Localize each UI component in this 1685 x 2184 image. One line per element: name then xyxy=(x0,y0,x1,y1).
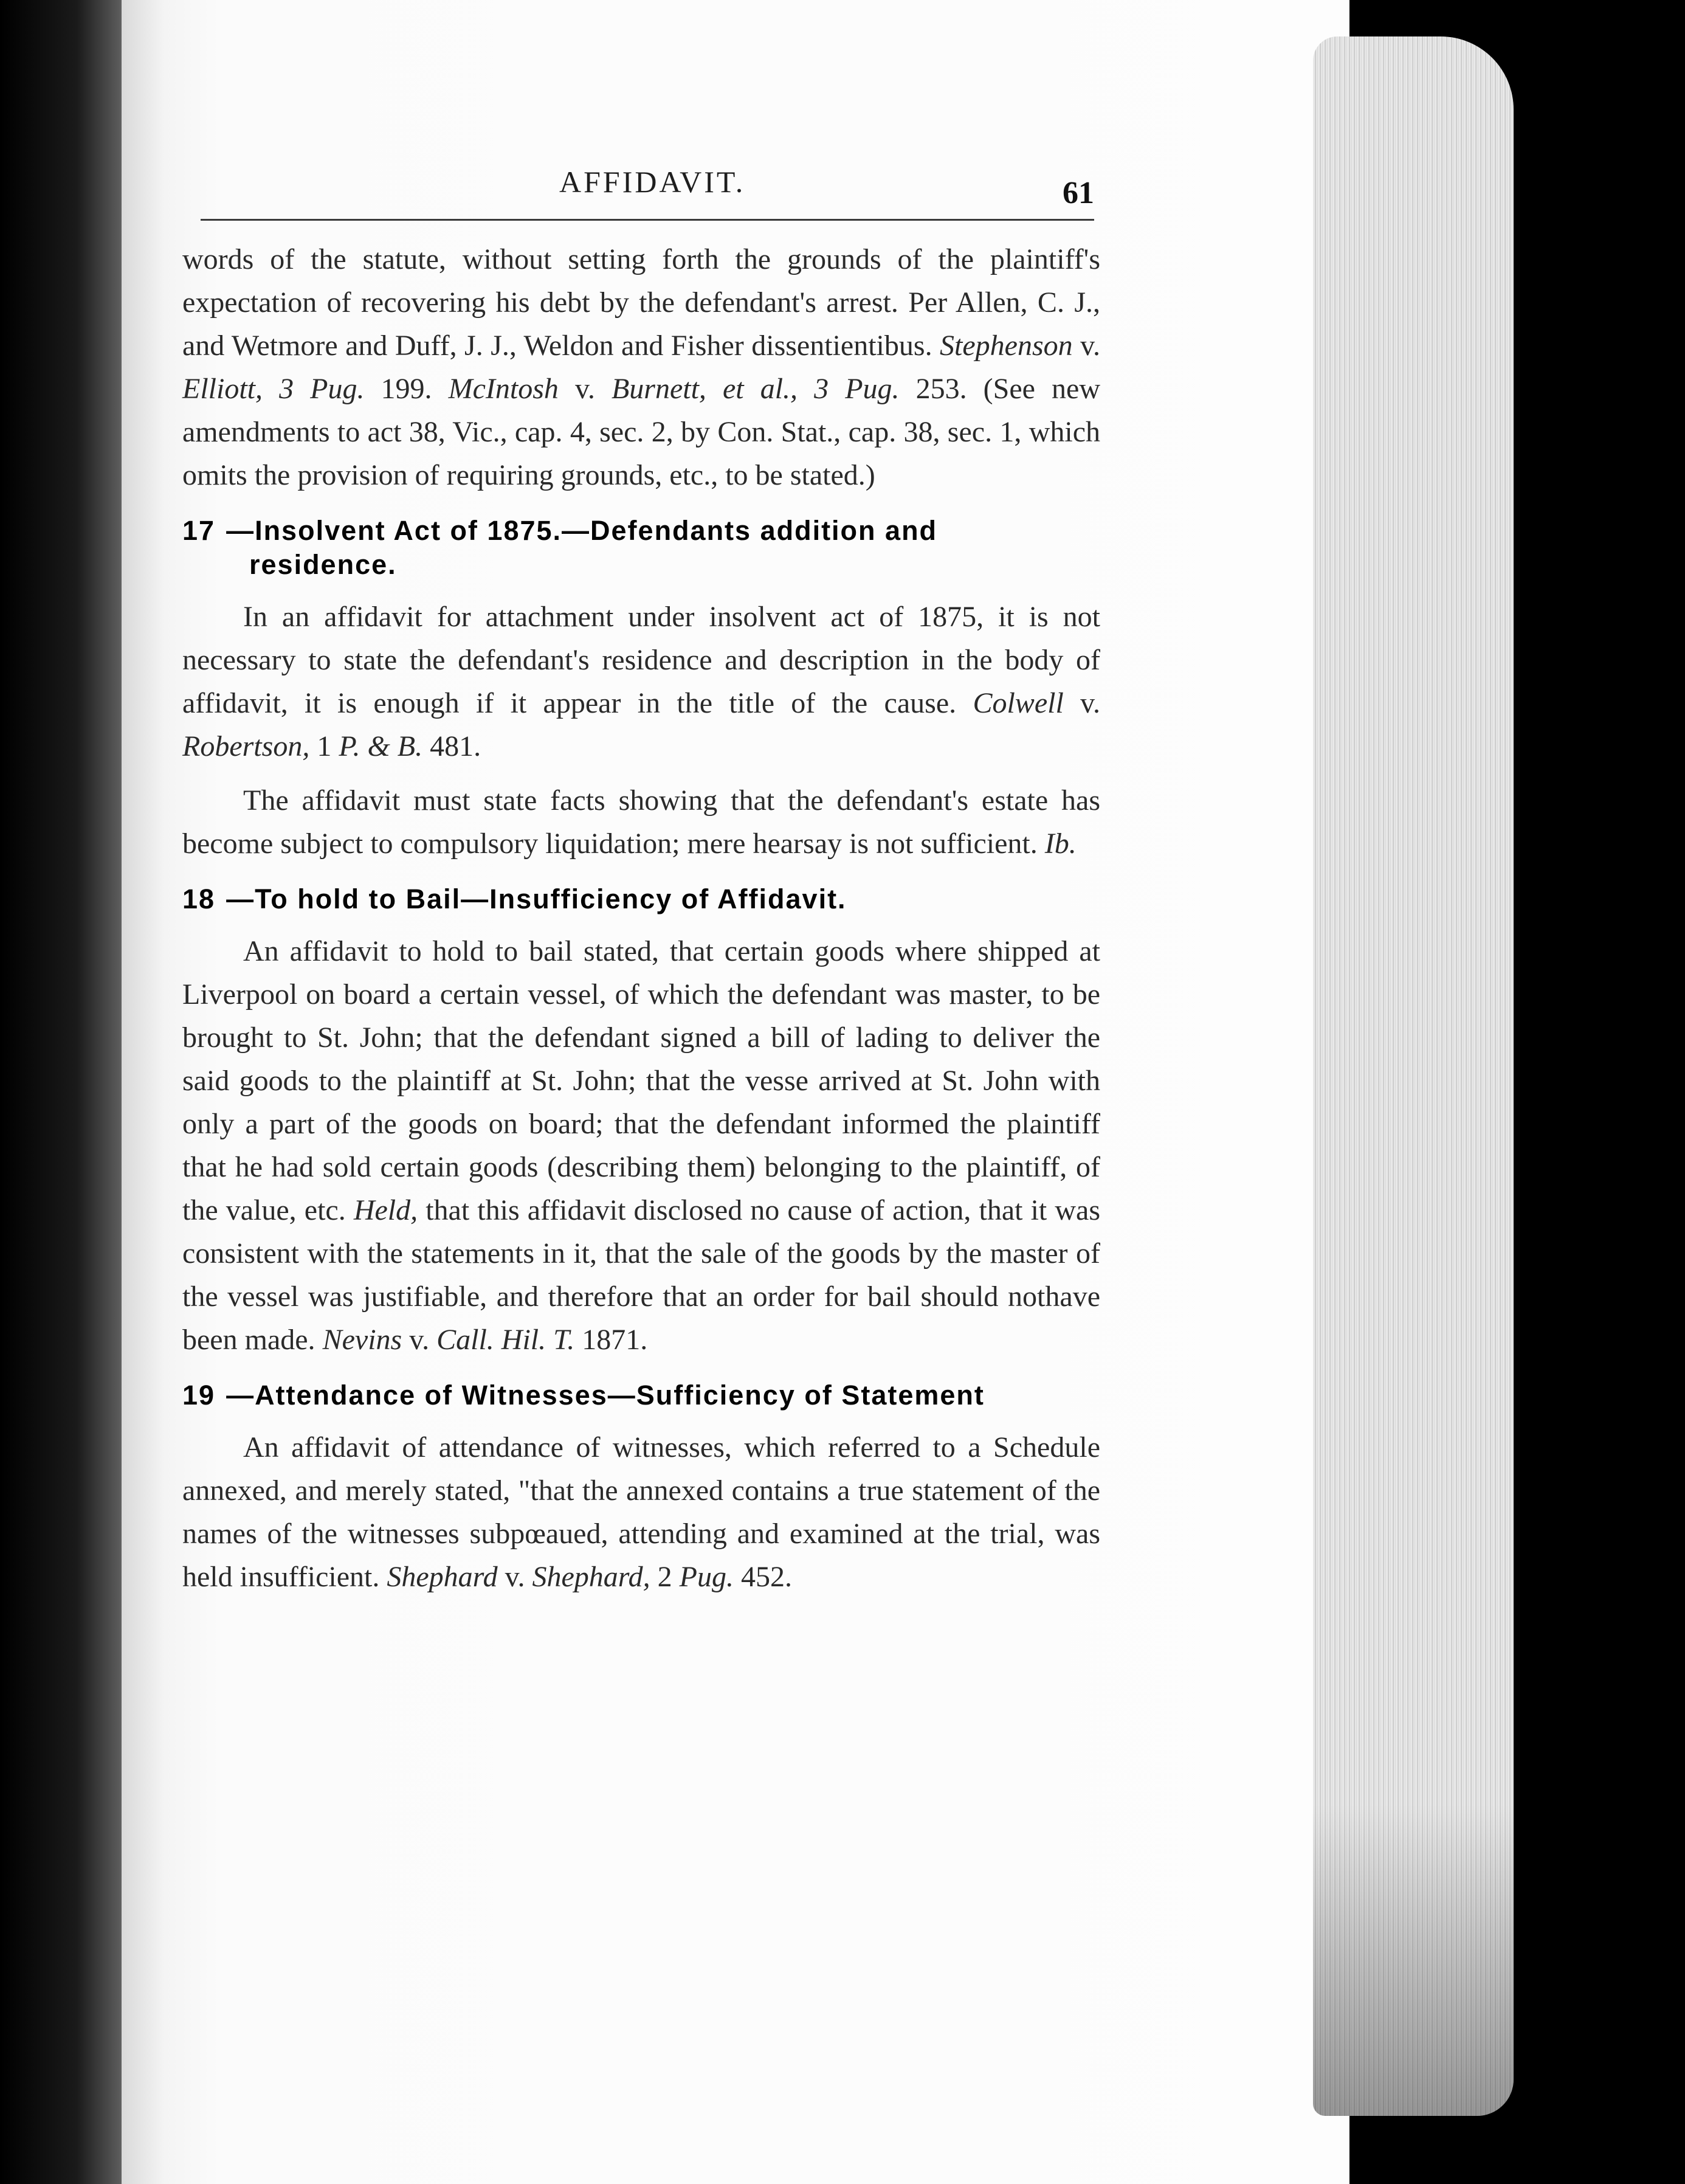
section-number: 17 xyxy=(182,515,216,546)
case-citation: P. & B. xyxy=(339,730,423,762)
text-run: 199. xyxy=(364,373,449,405)
text-run: v. xyxy=(1072,330,1100,362)
section-17-paragraph-2 xyxy=(182,779,1100,865)
case-citation: Hil. T. xyxy=(501,1324,575,1356)
text-run: 481. xyxy=(422,730,481,762)
section-17-heading xyxy=(182,514,1100,582)
section-title: —To hold to Bail—Insufficiency of Affidavit. xyxy=(226,883,847,914)
running-head xyxy=(201,152,1094,221)
text-run: 2 xyxy=(650,1561,680,1593)
case-name: Robertson, xyxy=(182,730,310,762)
text-run: 1 xyxy=(309,730,339,762)
case-name: Stephenson xyxy=(940,330,1073,362)
section-18-paragraph xyxy=(182,930,1100,1361)
case-citation: Pug. xyxy=(679,1561,734,1593)
section-19-paragraph xyxy=(182,1426,1100,1598)
page-content xyxy=(182,152,1100,1598)
section-17-paragraph-1 xyxy=(182,595,1100,768)
text-run: 452. xyxy=(734,1561,792,1593)
case-name: Shephard, xyxy=(532,1561,650,1593)
text-run: v. xyxy=(558,373,612,405)
spacer xyxy=(182,221,1100,238)
section-number: 19 xyxy=(182,1380,216,1411)
section-18-heading xyxy=(182,882,1100,916)
text-run: v. xyxy=(497,1561,532,1593)
text-run: words of the statute, without setting forth the grounds of the plaintiff's expectation of recovering his debt by the defendant's arrest. Per Allen, C. J., and Wetmore and Duff, J. J., Weldon and Fisher dissentientibus. xyxy=(182,243,1100,362)
section-number: 18 xyxy=(182,883,216,914)
case-citation: Elliott, 3 Pug. xyxy=(182,373,365,405)
held-label: Held, xyxy=(353,1194,418,1226)
text-run: In an affidavit for attachment under insolvent act of 1875, it is not necessary to state the defendant's residence and description in the body of affidavit, it is enough if it appear in the title of the cause. xyxy=(182,601,1100,719)
text-run: The affidavit must state facts showing that the defendant's estate has become subject to compulsory liquidation; mere hearsay is not sufficient. xyxy=(182,784,1100,860)
text-run: that this affidavit disclosed no cause of action, that it was consistent with the statements in it, that the sale of the goods by the master of the vessel was justifiable, and therefore that an order for bail should nothave been made. xyxy=(182,1194,1100,1356)
case-name: Call. xyxy=(436,1324,494,1356)
binding-shadow xyxy=(0,0,140,2184)
page-edges-shadow xyxy=(1313,36,1514,2116)
case-citation: Ib. xyxy=(1044,828,1077,860)
text-run: v. xyxy=(402,1324,437,1356)
section-title-continued: residence. xyxy=(249,549,397,580)
case-name: McIntosh xyxy=(448,373,559,405)
running-title: AFFIDAVIT. xyxy=(559,165,746,199)
case-name: Colwell xyxy=(973,687,1064,719)
case-citation: Burnett, et al., 3 Pug. xyxy=(611,373,900,405)
intro-paragraph xyxy=(182,238,1100,497)
case-name: Nevins xyxy=(322,1324,402,1356)
text-run: 1871. xyxy=(574,1324,648,1356)
section-title: —Attendance of Witnesses—Sufficiency of Statement xyxy=(226,1380,985,1411)
section-title: —Insolvent Act of 1875.—Defendants addition and xyxy=(226,515,938,546)
page-number: 61 xyxy=(1063,176,1094,210)
text-run: 253. (See new amendments to act 38, Vic., cap. 4, sec. 2, by Con. Stat., cap. 38, sec. 1, which omits the provision of requiring grounds, etc., to be stated.) xyxy=(182,373,1100,491)
case-name: Shephard xyxy=(387,1561,498,1593)
text-run: An affidavit to hold to bail stated, that certain goods where shipped at Liverpool on board a certain vessel, of which the defendant was master, to be brought to St. John; that the defendant signed a bill of lading to deliver the said goods to the plaintiff at St. John; that the vesse arrived at St. John with only a part of the goods on board; that the defendant informed the plaintiff that he had sold certain goods (describing them) belonging to the plaintiff, of the value, etc. xyxy=(182,935,1100,1226)
text-run: v. xyxy=(1063,687,1100,719)
section-19-heading xyxy=(182,1378,1100,1412)
text-run: An affidavit of attendance of witnesses, which referred to a Schedule annexed, and merely stated, "that the annexed contains a true statement of the names of the witnesses subpœaued, attending and examined at the trial, was held insufficient. xyxy=(182,1431,1100,1593)
